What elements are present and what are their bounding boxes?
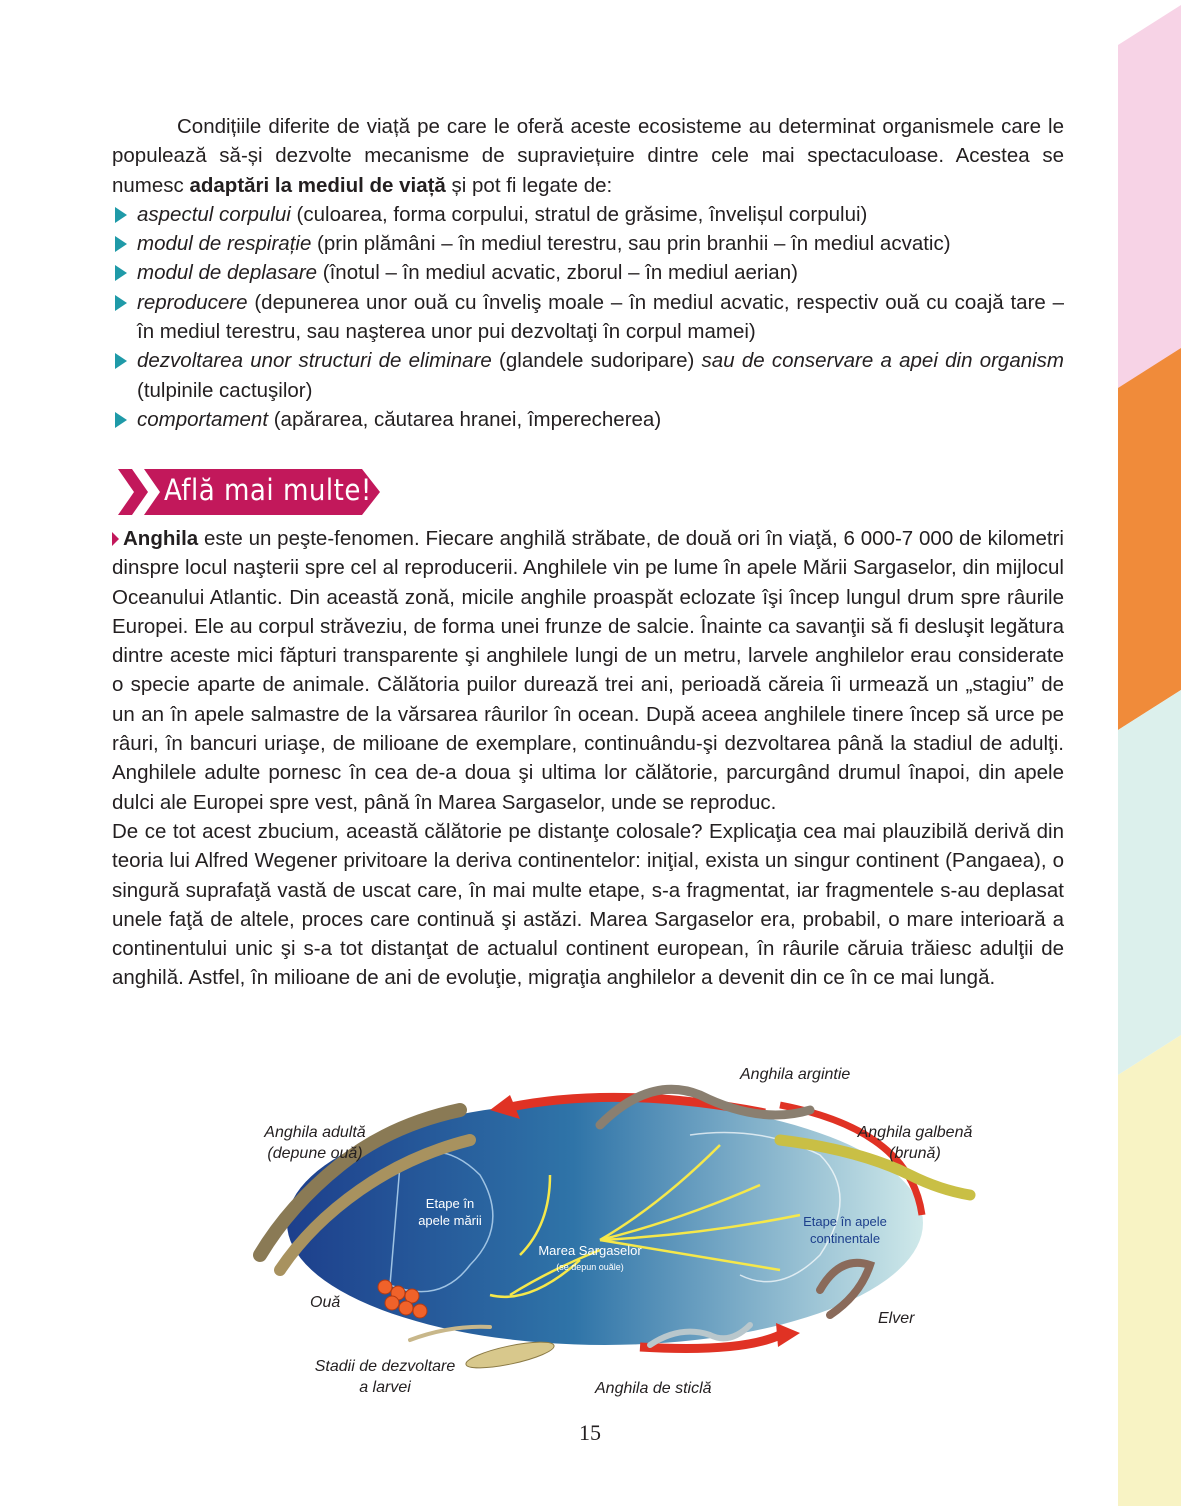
eel-paragraph-2: De ce tot acest zbucium, această călătorie pe distanţe colosale? Explicaţia cea mai plauzibilă derivă din teoria lui Alfred Wegener privitoare la deriva continentelor: iniţial, exista un singur continent (Pangaea), o singură suprafaţă vastă de uscat care, în mai multe etape, s-a fragmentat, iar fragmentele s-au deplasat unele faţă de altele, proces care continuă şi astăzi. Marea Sargaselor era, probabil, o mare interioară a continentului unic şi s-a tot distanţat de actualul continent european, în râurile căruia trăiesc adulţii de anghilă. Astfel, în milioane de ani de evoluţie, migraţia anghilelor a devenit din ce în ce mai lungă. bbox=[112, 819, 1064, 990]
list-item: reproducere (depunerea unor ouă cu înveliş moale – în mediul acvatic, respectiv ouă cu coajă tare – în mediul terestru, sau naşterea unor pui dezvoltaţi în corpul mamei) bbox=[112, 288, 1064, 347]
triangle-bullet-icon bbox=[115, 265, 127, 281]
label-larva-stages: Stadii de dezvoltare a larvei bbox=[314, 1358, 456, 1396]
intro-bold-term: adaptări la mediul de viață bbox=[189, 173, 446, 197]
label-glass-eel: Anghila de sticlă bbox=[595, 1380, 712, 1397]
tab-mint bbox=[1118, 690, 1181, 1075]
list-item: aspectul corpului (culoarea, forma corpului, stratul de grăsime, învelișul corpului) bbox=[112, 200, 1064, 229]
eel-article bbox=[112, 524, 1064, 993]
label-sargasso-sea: Marea Sargaselor (se depun ouăle) bbox=[538, 1243, 642, 1272]
list-item: modul de respirație (prin plămâni – în mediul terestru, sau prin branhii – în mediul acvatic) bbox=[112, 229, 1064, 258]
triangle-bullet-icon bbox=[115, 412, 127, 428]
larva-leaf bbox=[464, 1337, 556, 1373]
label-elver: Elver bbox=[878, 1310, 915, 1327]
list-item: comportament (apărarea, căutarea hranei, împerecherea) bbox=[112, 405, 1064, 434]
tab-orange bbox=[1118, 348, 1181, 730]
triangle-bullet-icon bbox=[115, 236, 127, 252]
section-banner bbox=[118, 469, 380, 515]
label-continental-stages: Etape în apele continentale bbox=[803, 1214, 887, 1246]
side-tabs bbox=[1118, 0, 1181, 1506]
triangle-bullet-icon bbox=[115, 295, 127, 311]
paragraph-marker-icon bbox=[112, 532, 119, 546]
intro-paragraph: Condițiile diferite de viață pe care le oferă aceste ecosisteme au determinat organismele care le populează să-și dezvolte mecanisme de supraviețuire dintre cele mai spectaculoase. Acestea se numesc adaptări la mediul de viață și pot fi legate de: bbox=[112, 115, 1064, 197]
label-eggs: Ouă bbox=[310, 1294, 341, 1311]
triangle-bullet-icon bbox=[115, 353, 127, 369]
tab-yellow bbox=[1118, 1035, 1181, 1506]
label-yellow-eel: Anghila galbenă (brună) bbox=[857, 1124, 973, 1162]
tab-pink bbox=[1118, 5, 1181, 390]
eel-migration-figure bbox=[220, 1055, 990, 1405]
adaptations-list bbox=[112, 200, 1064, 434]
list-item: modul de deplasare (înotul – în mediul acvatic, zborul – în mediul aerian) bbox=[112, 258, 1064, 287]
label-sea-stages: Etape în apele mării bbox=[418, 1196, 482, 1228]
label-silver-eel: Anghila argintie bbox=[740, 1066, 851, 1083]
list-item: dezvoltarea unor structuri de eliminare (glandele sudoripare) sau de conservare a apei din organism (tulpinile cactuşilor) bbox=[112, 346, 1064, 405]
page-number: 15 bbox=[579, 1420, 601, 1445]
triangle-bullet-icon bbox=[115, 207, 127, 223]
page-content bbox=[112, 112, 1065, 990]
eel-paragraph-1: Anghila este un peşte-fenomen. Fiecare anghilă străbate, de două ori în viaţă, 6 000-7 000 de kilometri dinspre locul naşterii spre cel al reproducerii. Anghilele vin pe lume în apele Mării Sargaselor, din mijlocul Oceanului Atlantic. Din această zonă, micile anghile proaspăt eclozate îşi încep lungul drum spre râurile Europei. Ele au corpul străveziu, de forma unei frunze de salcie. Înainte ca savanţii să fi desluşit legătura dintre aceste mici făpturi transparente şi anghilele lungi de un metru, larvele anghilelor erau considerate o specie aparte de animale. Călătoria puilor durează trei ani, perioadă căreia îi urmează un „stagiu” de un an în apele salmastre de la vărsarea râurilor în ocean. După aceea anghilele tinere încep să urce pe râuri, în bancuri uriaşe, de milioane de exemplare, continuându-şi dezvoltarea până la stadiul de adulţi. Anghilele adulte pornesc în cea de-a doua şi ultima lor călătorie, parcurgând drumul înapoi, din apele dulci ale Europei spre vest, până în Marea Sargaselor, unde se reproduc. bbox=[112, 527, 1064, 814]
label-adult-eel: Anghila adultă (depune ouă) bbox=[264, 1124, 366, 1162]
banner-title: Află mai multe! bbox=[164, 473, 372, 507]
